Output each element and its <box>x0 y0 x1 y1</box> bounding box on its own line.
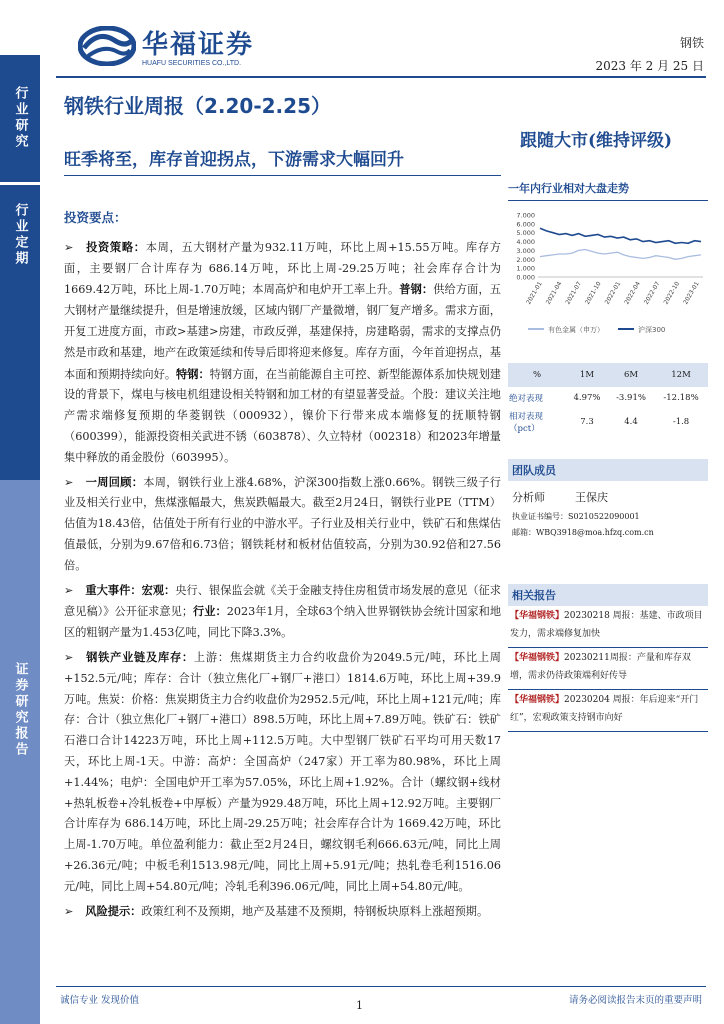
performance-table <box>508 363 708 435</box>
row-label: 相对表现（pct） <box>509 412 544 434</box>
section-title: 投资要点： <box>64 210 127 225</box>
y-tick-label: 2.000 <box>516 255 535 264</box>
legend-label: 有色金属（申万） <box>548 326 604 334</box>
y-tick-label: 5.000 <box>516 229 535 238</box>
table-header-cell: 12M <box>654 363 708 387</box>
team-heading: 团队成员 <box>508 459 708 481</box>
left-sidebar <box>0 0 40 1024</box>
y-tick-label: 0.000 <box>516 273 535 282</box>
paragraph-events: ➢ 重大事件：宏观：央行、银保监会就《关于金融支持住房租赁市场发展的意见（征求意见稿）》公开征求意见；行业：2023年1月，全球63个纳入世界钢铁协会统计国家和地区的粗钢产量为1.453亿吨，同比下降3.3%。 <box>64 582 502 640</box>
analyst-email: 邮箱：WBQ3918@moa.hfzq.com.cn <box>512 528 654 537</box>
sidebar-label-periodic: 行业定期 <box>12 203 28 267</box>
rating-label: 跟随大市(维持评级) <box>520 131 673 151</box>
related-reports-heading: 相关报告 <box>508 584 708 606</box>
y-tick-label: 3.000 <box>516 246 535 255</box>
footer-rule <box>56 986 706 987</box>
arrow-bullet-icon: ➢ <box>64 475 74 489</box>
x-tick-label: 2022-04 <box>623 280 642 306</box>
paragraph-review: ➢ 一周回顾：本周，钢铁行业上涨4.68%，沪深300指数上涨0.66%。钢铁三级子行业及相关行业中，焦煤涨幅最大，焦炭跌幅最大。截至2月24日，钢铁行业PE（TTM）估值为18.43倍，估值处于所有行业的中游水平。子行业及相关行业中，铁矿石和焦煤估值最低，分别为9.67倍和6.73倍；钢铁耗材和板材估值较高，分别为30.92倍和27.56倍。 <box>64 474 501 572</box>
x-tick-label: 2021-01 <box>525 280 544 306</box>
table-row <box>508 409 708 435</box>
table-cell: -1.8 <box>672 417 690 427</box>
sidebar-divider <box>0 182 40 185</box>
analyst-name: 王保庆 <box>575 491 608 504</box>
list-item[interactable]: 【华福钢铁】20230204 周报：年后迎来“开门红”，宏观政策支持钢市向好 <box>508 690 708 732</box>
x-tick-label: 2022-01 <box>603 280 623 306</box>
huafu-logo-icon <box>78 26 136 66</box>
x-tick-label: 2021-04 <box>544 280 564 306</box>
legend-label: 沪深300 <box>638 326 666 334</box>
arrow-bullet-icon: ➢ <box>64 650 74 664</box>
table-cell: 4.4 <box>624 417 638 427</box>
sidebar-label-securities-report: 证券研究报告 <box>12 662 28 758</box>
arrow-bullet-icon: ➢ <box>64 904 74 918</box>
arrow-bullet-icon: ➢ <box>64 240 74 254</box>
paragraph-risk: ➢ 风险提示：政策红利不及预期，地产及基建不及预期，特钢板块原料上涨超预期。 <box>64 903 489 918</box>
analyst-row <box>512 489 712 505</box>
paragraph-strategy: ➢ 投资策略：本周，五大钢材产量为932.11万吨，环比上周+15.55万吨。库存方面，主要钢厂合计库存为 686.14万吨，环比上周-29.25万吨；社会库存合计为 1669.42万吨，环比上周-1.70万吨；本周高炉和电炉开工率上升。普钢：供给方面，五大钢材产量继续提升，但是增速放缓，区域内钢厂产量微增，钢厂复产增多。需求方面，开复工进度方面，市政>基建>房建，市政反弹，基建保持，房建略弱，需求的支撑点仍然是市政和基建，地产在政策延续和传导后即将迎来修复。库存方面，今年首迎拐点，基本面和预期持续向好。特钢：特钢方面，在当前能源自主可控、新型能源体系加快规划建设的背景下，煤电与核电机组建设相关特钢和加工材的有望显著受益。个股：建议关注地产需求端修复预期的华菱钢铁（000932），镍价下行带来成本端修复的抚顺特钢（600399），能源投资相关武进不锈（603878）、久立特材（002318）和2023年增量集中释放的甬金股份（603995）。 <box>64 239 501 464</box>
main-content <box>64 208 501 925</box>
y-tick-label: 4.000 <box>516 238 535 247</box>
industry-tag: 钢铁 <box>679 36 704 50</box>
chart-title: 一年内行业相对大盘走势 <box>508 180 708 201</box>
x-tick-label: 2022-10 <box>662 280 682 306</box>
table-header-cell: 6M <box>608 363 654 387</box>
relative-performance-chart <box>508 201 708 347</box>
sidebar-label-research: 行业研究 <box>12 86 28 150</box>
table-cell: 4.97% <box>573 393 601 403</box>
y-tick-label: 6.000 <box>516 220 535 229</box>
arrow-bullet-icon: ➢ <box>64 583 74 597</box>
headline-rule <box>64 175 501 176</box>
table-cell: -12.18% <box>663 393 699 403</box>
header-rule <box>56 76 706 78</box>
right-column <box>508 180 708 435</box>
y-tick-label: 7.000 <box>516 211 535 220</box>
x-tick-label: 2021-10 <box>584 280 603 306</box>
list-item[interactable]: 【华福钢铁】20230211周报：产量和库存双增，需求仍待政策端利好传导 <box>508 648 708 690</box>
table-header-cell: 1M <box>566 363 608 387</box>
company-logo <box>78 26 278 70</box>
report-headline: 旺季将至，库存首迎拐点，下游需求大幅回升 <box>64 150 404 170</box>
report-title: 钢铁行业周报（2.20-2.25） <box>64 94 331 118</box>
analyst-info <box>512 489 712 541</box>
table-row <box>508 387 708 409</box>
series-line <box>540 228 701 243</box>
analyst-cert: 执业证书编号：S0210522090001 <box>512 512 640 521</box>
x-tick-label: 2023-01 <box>682 280 701 306</box>
row-label: 绝对表现 <box>509 394 544 404</box>
y-tick-label: 1.000 <box>516 264 535 273</box>
x-tick-label: 2022-07 <box>642 280 662 306</box>
analyst-role: 分析师 <box>512 491 545 504</box>
company-name-en: HUAFU SECURITIES CO.,LTD. <box>142 60 242 67</box>
paragraph-industry-chain: ➢ 钢铁产业链及库存：上游：焦煤期货主力合约收盘价为2049.5元/吨，环比上周+152.5元/吨；库存：合计（独立焦化厂+钢厂+港口）1814.6万吨，环比上周+39.9万吨。焦炭：价格：焦炭期货主力合约收盘价为2952.5元/吨，环比上周+121元/吨；库存：合计（独立焦化厂+钢厂+港口）898.5万吨，环比上周+7.89万吨。铁矿石：铁矿石港口合计14223万吨，环比上周+112.5万吨。大中型钢厂铁矿石平均可用天数17天，环比上周-1天。中游：高炉：全国高炉（247家）开工率为80.98%，环比上周+1.44%；电炉：全国电炉开工率为57.05%，环比上周+1.92%。合计（螺纹钢+线材+热轧板卷+冷轧板卷+中厚板）产量为929.48万吨，环比上周+12.92万吨。主要钢厂合计库存为 686.14万吨，环比上周-29.25万吨；社会库存合计为 1669.42万吨，环比上周-1.70万吨。单位盈利能力：截止至2月24日，螺纹钢毛利666.63元/吨，同比上周+26.36元/吨；中板毛利1513.98元/吨，同比上周+5.91元/吨；热轧卷毛利1516.06元/吨，同比上周+54.80元/吨；冷轧毛利396.06元/吨，同比上周+54.80元/吨。 <box>64 649 501 893</box>
table-cell: -3.91% <box>616 393 646 403</box>
x-tick-label: 2021-07 <box>564 280 583 306</box>
report-meta <box>595 34 704 80</box>
company-name-cn: 华福证券 <box>142 30 255 60</box>
table-cell: 7.3 <box>580 417 594 427</box>
page-number: 1 <box>356 999 363 1012</box>
list-item[interactable]: 【华福钢铁】20230218 周报：基建、市政项目发力，需求端修复加快 <box>508 606 708 648</box>
footer-slogan: 诚信专业 发现价值 <box>60 995 140 1006</box>
footer-disclaimer: 请务必阅读报告末页的重要声明 <box>568 995 702 1006</box>
table-header-cell: % <box>508 363 566 387</box>
report-date: 2023 年 2 月 25 日 <box>595 59 704 73</box>
chart-svg <box>508 201 708 347</box>
table-header-row <box>508 363 708 387</box>
series-line <box>540 250 701 260</box>
related-reports-list <box>508 606 708 732</box>
